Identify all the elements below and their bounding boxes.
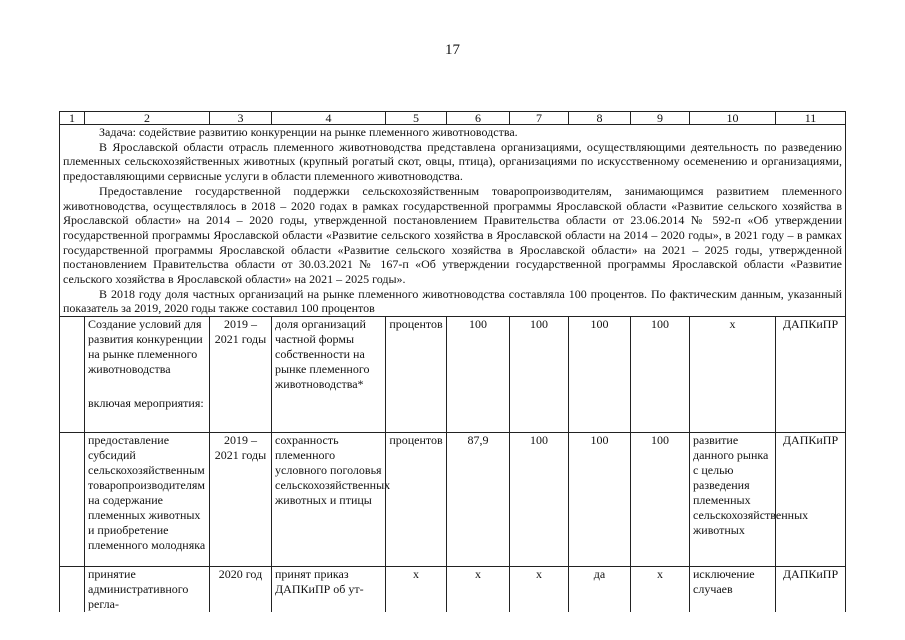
- measure-cell: [85, 317, 210, 433]
- row-index-cell: [60, 433, 85, 567]
- column-number: 7: [510, 112, 569, 125]
- period-cell: 2020 год: [210, 567, 272, 613]
- page-number: 17: [445, 42, 460, 58]
- column-number: 10: [690, 112, 776, 125]
- intro-paragraph: В Ярославской области отрасль племенного животноводства представлена организациями, осуществляющими деятельность по разведению племенных сельскохозяйственных животных (крупный рогатый скот, овцы, птица), организациями по искусственному осеменению и организациями, предоставляющими сервисные услуги в области племенного животноводства.: [63, 139, 842, 184]
- result-cell: исключение случаев: [690, 567, 776, 613]
- table-row: [60, 317, 846, 433]
- intro-paragraph: Предоставление государственной поддержки сельскохозяйственным товаропроизводителям, занимающимся развитием племенного животноводства, осуществлялось в 2018 – 2020 годах в рамках государственной программы Ярославской области «Развитие сельского хозяйства в Ярославской области» на 2014 – 2020 годы, утвержденной постановлением Правительства области от 23.06.2014 № 592-п «Об утверждении государственной программы Ярославской области «Развитие сельского хозяйства в Ярославской области на 2014 – 2020 годы», в 2021 году – в рамках государственной программы Ярославской области «Развитие сельского хозяйства в Ярославской области» на 2021 – 2025 годы, утвержденной постановлением Правительства области от 30.03.2021 № 167-п «Об утверждении государственной программы Ярославской области «Развитие сельского хозяйства в Ярославской области» на 2021 – 2025 годы».: [63, 183, 842, 287]
- row-index-cell: [60, 567, 85, 613]
- value-cell: 100: [510, 317, 569, 433]
- responsible-cell: ДАПКиПР: [776, 317, 846, 433]
- unit-cell: процентов: [386, 317, 447, 433]
- value-cell: х: [447, 567, 510, 613]
- column-number: 6: [447, 112, 510, 125]
- measures-table: [59, 111, 846, 612]
- value-cell: х: [631, 567, 690, 613]
- value-cell: 100: [631, 317, 690, 433]
- table-row: [60, 567, 846, 613]
- value-cell: 100: [631, 433, 690, 567]
- column-number: 9: [631, 112, 690, 125]
- column-number-row: [60, 112, 846, 125]
- intro-text-block: [60, 125, 846, 317]
- column-number: 4: [272, 112, 386, 125]
- row-index-cell: [60, 317, 85, 433]
- indicator-cell: доля организаций частной формы собственности на рынке племенного животноводства*: [272, 317, 386, 433]
- value-cell: х: [510, 567, 569, 613]
- value-cell: 100: [510, 433, 569, 567]
- value-cell: 87,9: [447, 433, 510, 567]
- unit-cell: процентов: [386, 433, 447, 567]
- value-cell: 100: [447, 317, 510, 433]
- intro-paragraph: В 2018 году доля частных организаций на рынке племенного животноводства составляла 100 процентов. По фактическим данным, указанный показатель за 2019, 2020 годы также составил 100 процентов: [63, 286, 842, 316]
- task-statement: Задача: содействие развитию конкуренции на рынке племенного животноводства.: [99, 125, 518, 139]
- value-cell: да: [569, 567, 631, 613]
- indicator-cell: принят приказ ДАПКиПР об ут-: [272, 567, 386, 613]
- value-cell: 100: [569, 433, 631, 567]
- column-number: 8: [569, 112, 631, 125]
- column-number: 11: [776, 112, 846, 125]
- period-cell: 2019 – 2021 годы: [210, 317, 272, 433]
- column-number: 1: [60, 112, 85, 125]
- responsible-cell: ДАПКиПР: [776, 567, 846, 613]
- table-row: [60, 433, 846, 567]
- measure-note: включая мероприятия:: [88, 396, 204, 411]
- period-cell: 2019 – 2021 годы: [210, 433, 272, 567]
- unit-cell: х: [386, 567, 447, 613]
- responsible-cell: ДАПКиПР: [776, 433, 846, 567]
- measure-cell: предоставление субсидий сельскохозяйственным товаропроизводителям на содержание племенных животных и приобретение племенного молодняка: [85, 433, 210, 567]
- column-number: 5: [386, 112, 447, 125]
- result-cell: развитие данного рынка с целью разведения племенных сельскохозяйственных животных: [690, 433, 776, 567]
- result-cell: х: [690, 317, 776, 433]
- column-number: 2: [85, 112, 210, 125]
- indicator-cell: сохранность племенного условного поголовья сельскохозяйственных животных и птицы: [272, 433, 386, 567]
- column-number: 3: [210, 112, 272, 125]
- value-cell: 100: [569, 317, 631, 433]
- measure-text: Создание условий для развития конкуренции на рынке племенного животноводства: [88, 317, 203, 377]
- measure-cell: принятие административного регла-: [85, 567, 210, 613]
- intro-row: [60, 125, 846, 317]
